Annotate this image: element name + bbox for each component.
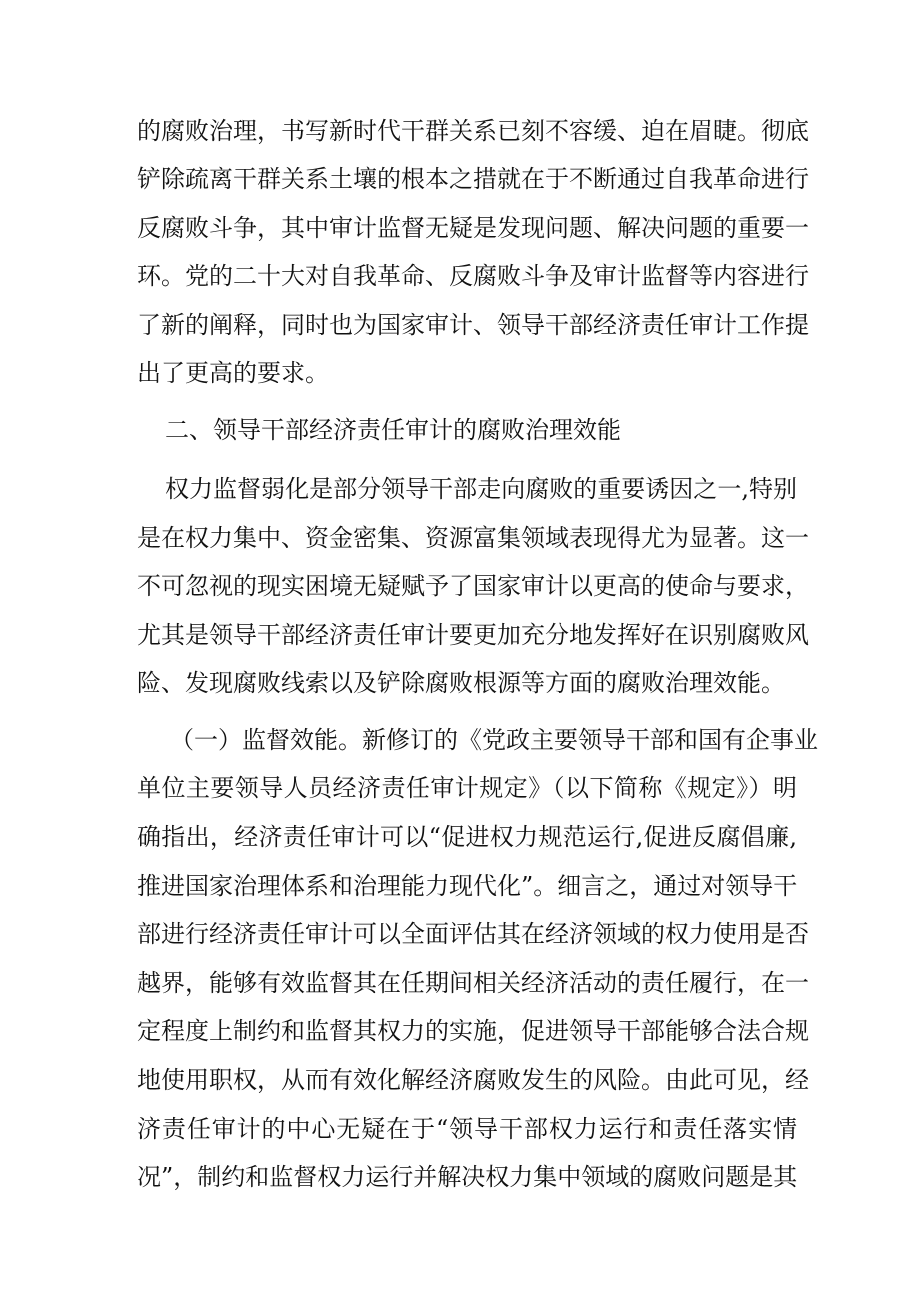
paragraph-line: 地使用职权，从而有效化解经济腐败发生的风险。由此可见，经 bbox=[137, 1066, 809, 1094]
paragraph-line: 反腐败斗争，其中审计监督无疑是发现问题、解决问题的重要一 bbox=[137, 214, 809, 242]
paragraph-line: 铲除疏离干群关系土壤的根本之措就在于不断通过自我革命进行 bbox=[137, 165, 809, 193]
paragraph-line: 单位主要领导人员经济责任审计规定》（以下简称《规定》）明 bbox=[137, 774, 797, 802]
paragraph-line: 确指出，经济责任审计可以“促进权力规范运行,促进反腐倡廉, bbox=[137, 823, 797, 851]
subsection-line: （一）监督效能。新修订的《党政主要领导干部和国有企事业 bbox=[170, 726, 818, 754]
paragraph-line: 越界，能够有效监督其在任期间相关经济活动的责任履行，在一 bbox=[137, 969, 809, 997]
paragraph-line: 是在权力集中、资金密集、资源富集领域表现得尤为显著。这一 bbox=[137, 524, 809, 552]
paragraph-line: 险、发现腐败线索以及铲除腐败根源等方面的腐败治理效能。 bbox=[137, 669, 785, 697]
paragraph-line: 定程度上制约和监督其权力的实施，促进领导干部能够合法合规 bbox=[137, 1017, 809, 1045]
paragraph-line: 环。党的二十大对自我革命、反腐败斗争及审计监督等内容进行 bbox=[137, 262, 809, 290]
paragraph-line: 权力监督弱化是部分领导干部走向腐败的重要诱因之一,特别 bbox=[165, 475, 797, 503]
paragraph-line: 况”，制约和监督权力运行并解决权力集中领域的腐败问题是其 bbox=[137, 1163, 798, 1191]
paragraph-line: 推进国家治理体系和治理能力现代化”。细言之，通过对领导干 bbox=[137, 872, 798, 900]
paragraph-line: 不可忽视的现实困境无疑赋予了国家审计以更高的使命与要求， bbox=[137, 572, 809, 600]
paragraph-line: 了新的阐释，同时也为国家审计、领导干部经济责任审计工作提 bbox=[137, 311, 809, 339]
paragraph-line: 部进行经济责任审计可以全面评估其在经济领域的权力使用是否 bbox=[137, 920, 809, 948]
paragraph-line: 出了更高的要求。 bbox=[137, 359, 329, 387]
paragraph-line: 尤其是领导干部经济责任审计要更加充分地发挥好在识别腐败风 bbox=[137, 621, 809, 649]
section-heading: 二、领导干部经济责任审计的腐败治理效能 bbox=[165, 416, 621, 444]
paragraph-line: 济责任审计的中心无疑在于“领导干部权力运行和责任落实情 bbox=[137, 1115, 797, 1143]
paragraph-line: 的腐败治理，书写新时代干群关系已刻不容缓、迫在眉睫。彻底 bbox=[137, 117, 809, 145]
